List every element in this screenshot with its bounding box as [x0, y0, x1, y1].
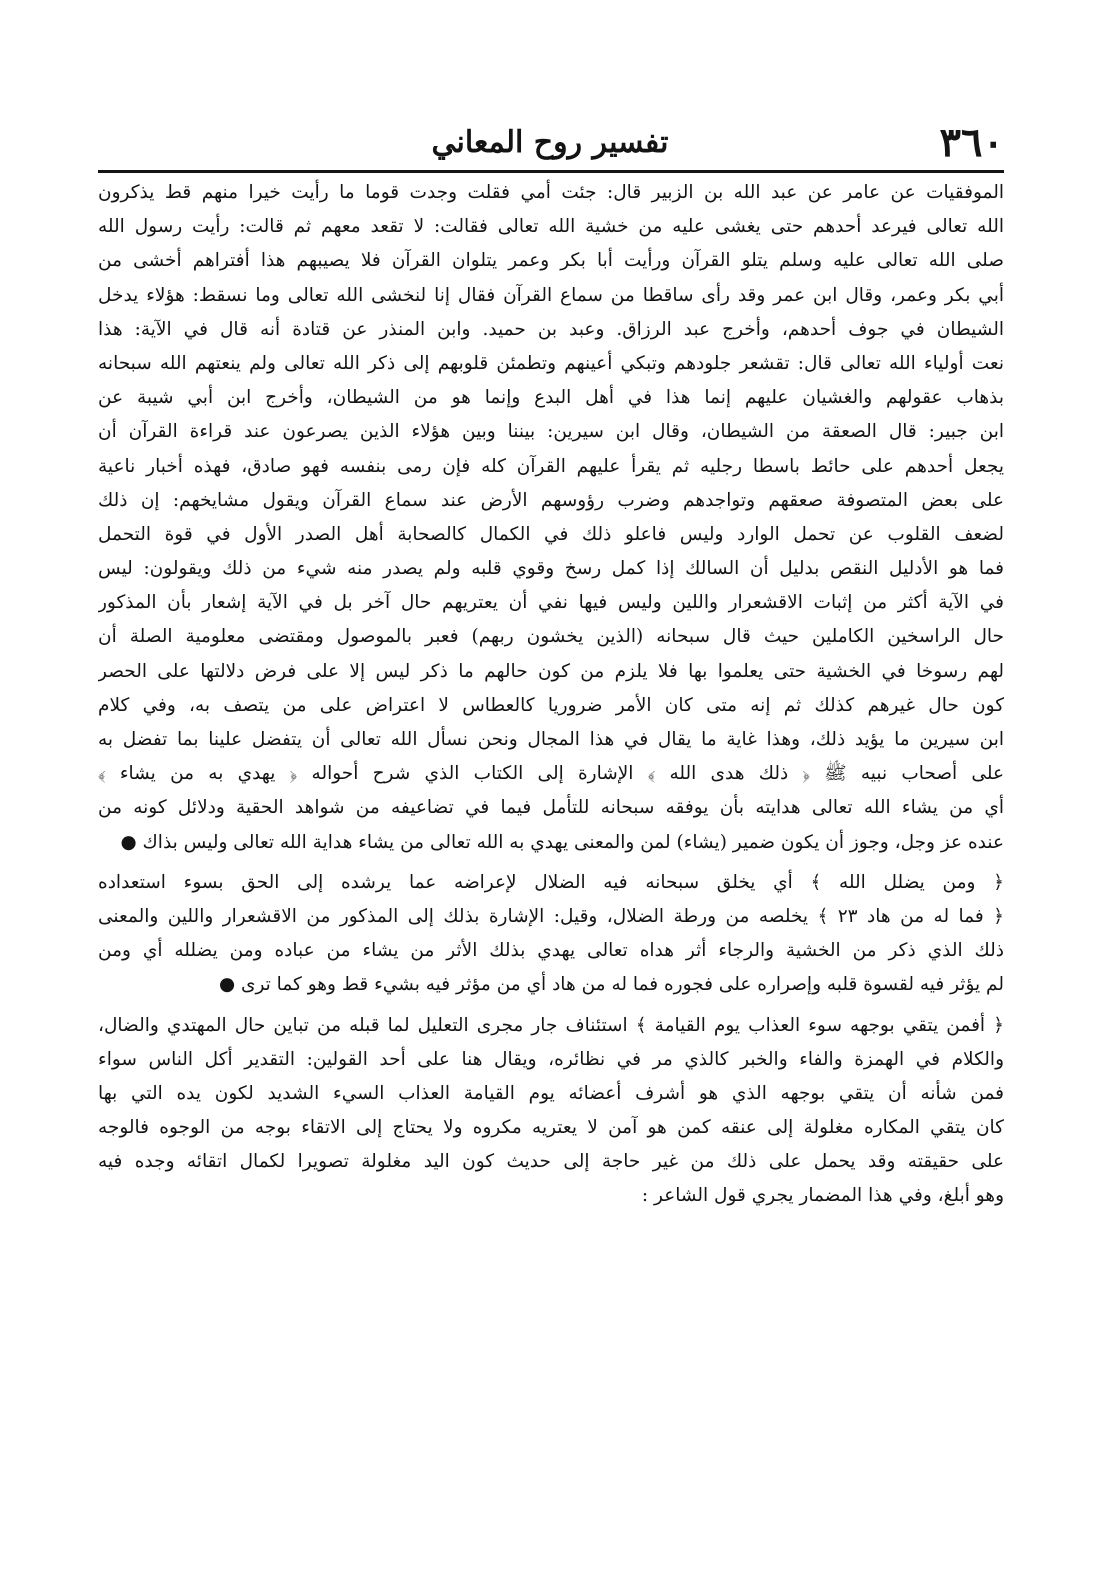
text-line: أي من يشاء الله تعالى هدايته بأن يوفقه سبحانه للتأمل فيما في تضاعيفه من شواهد الحقية ودلائل كونه من [98, 797, 1004, 819]
text-line: يجعل أحدهم على حائط باسطا رجليه ثم يقرأ عليهم القرآن كله فإن رمى بنفسه فهو صادق، فهذه أخبار ناعية [98, 455, 1004, 477]
text-line: لم يؤثر فيه لقسوة قلبه وإصراره على فجوره فما له من هاد أي من مؤثر فيه بشيء قط وهو كما ترى ● [218, 974, 1004, 996]
text-line: حال الراسخين الكاملين حيث قال سبحانه (الذين يخشون ربهم) فعبر بالموصول ومقتضى معلومية الصلة أن [98, 626, 1004, 648]
text-line: أبي بكر وعمر، وقال ابن عمر وقد رأى ساقطا من سماع القرآن فقال إنا لنخشى الله تعالى وما نسقط: هؤلاء يدخل [98, 284, 1004, 306]
text-line: الشيطان في جوف أحدهم، وأخرج عبد الرزاق. وعبد بن حميد. وابن المنذر عن قتادة أنه قال في الآية: هذا [98, 318, 1004, 340]
text-line: على بعض المتصوفة صعقهم وتواجدهم وضرب رؤوسهم الأرض عند سماع القرآن ويقول مشايخهم: إن ذلك [98, 489, 1004, 511]
page-header [96, 118, 1004, 168]
text-line: لضعف القلوب عن تحمل الوارد وليس فاعلو ذلك في الكمال كالصحابة أهل الصدر الأول في قوة التحمل [98, 523, 1004, 545]
page-body [98, 176, 1004, 1214]
text-line: كان يتقي المكاره مغلولة إلى عنقه كمن هو آمن لا يعتريه مكروه ولا يحتاج إلى الاتقاء بوجه من الوجوه فالوجه [98, 1117, 1004, 1139]
text-line: صلى الله تعالى عليه وسلم يتلو القرآن ورأيت أبا بكر وعمر يتلوان القرآن فلا يصيبهم هذا أفتراهم أخشى من [98, 250, 1004, 272]
text-line: فمن شأنه أن يتقي بوجهه الذي هو أشرف أعضائه يوم القيامة العذاب السيء الشديد لكون يده التي بها [98, 1082, 1004, 1104]
verse-line: ﴿ أفمن يتقي بوجهه سوء العذاب يوم القيامة ﴾ استئناف جار مجرى التعليل لما قبله من تباين حال المهتدي والضال، [98, 1014, 1004, 1036]
verse-line: على أصحاب نبيه ﷺ ﴿ ذلك هدى الله ﴾ الإشارة إلى الكتاب الذي شرح أحواله ﴿ يهدي به من يشاء ﴾ [98, 763, 1004, 785]
text-line: الله تعالى فيرعد أحدهم حتى يغشى عليه من خشية الله تعالى فقالت: لا تقعد معهم ثم قالت: رأيت رسول الله [98, 216, 1004, 238]
text-line: والكلام في الهمزة والفاء والخبر كالذي مر في نظائره، ويقال هنا على أحد القولين: التقدير أكل الناس سواء [98, 1048, 1004, 1070]
text-line: بذهاب عقولهم والغشيان عليهم إنما هذا في أهل البدع وإنما هو من الشيطان، وأخرج ابن أبي شيبة عن [98, 387, 1004, 409]
text-line: فما هو الأدليل النقص بدليل أن السالك إذا كمل رسخ وقوي قلبه ولم يصدر منه شيء من ذلك ويقولون: ليس [98, 558, 1004, 580]
text-line: ابن سيرين ما يؤيد ذلك، وهذا غاية ما يقال في هذا المجال ونحن نسأل الله تعالى أن يتفضل علينا بما تفضل به [98, 729, 1004, 750]
page-number: ٣٦٠ [939, 119, 1004, 166]
text-line: في الآية أكثر من إثبات الاقشعرار واللين وليس فيها نفي أن يعتريهم حال آخر بل في الآية إشعار بأن المذكور [98, 592, 1004, 614]
text-line: نعت أولياء الله تعالى قال: تقشعر جلودهم وتبكي أعينهم وتطمئن قلوبهم إلى ذكر الله تعالى ولم ينعتهم الله سبحانه [98, 352, 1004, 374]
text-line: كون حال غيرهم كذلك ثم إنه متى كان الأمر ضروريا كالعطاس لا اعتراض على من يتصف به، وفي كلام [98, 694, 1004, 716]
header-rule [98, 170, 1004, 173]
text-line: ذلك الذي ذكر من الخشية والرجاء أثر هداه تعالى يهدي بذلك الأثر من يشاء من عباده ومن يضلله أي ومن [98, 940, 1004, 962]
running-title: تفسير روح المعاني [431, 125, 669, 160]
verse-line: ﴿ فما له من هاد ٢٣ ﴾ يخلصه من ورطة الضلال، وقيل: الإشارة بذلك إلى المذكور من الاقشعرار واللين والمعنى [98, 905, 1004, 927]
text-line: ابن جبير: قال الصعقة من الشيطان، وقال ابن سيرين: بيننا وبين هؤلاء الذين يصرعون عند قراءة القرآن أن [98, 421, 1004, 443]
verse-line: ﴿ ومن يضلل الله ﴾ أي يخلق سبحانه فيه الضلال لإعراضه عما يرشده إلى الحق بسوء استعداده [98, 871, 1004, 893]
text-line: وهو أبلغ، وفي هذا المضمار يجري قول الشاعر : [641, 1185, 1004, 1207]
text-line: عنده عز وجل، وجوز أن يكون ضمير (يشاء) لمن والمعنى يهدي به الله تعالى من يشاء هداية الله تعالى وليس بذاك ● [120, 831, 1004, 853]
text-line: على حقيقته وقد يحمل على ذلك من غير حاجة إلى حديث كون اليد مغلولة تصويرا لكمال اتقائه وجده فيه [98, 1151, 1004, 1173]
text-line: الموفقيات عن عامر عن عبد الله بن الزبير قال: جئت أمي فقلت وجدت قوما ما رأيت خيرا منهم قط يذكرون [98, 182, 1004, 203]
text-line: لهم رسوخا في الخشية حتى يعلموا بها فلا يلزم من كون حالهم ما ذكر ليس إلا على فرض دلالتها على الحصر [98, 660, 1004, 682]
